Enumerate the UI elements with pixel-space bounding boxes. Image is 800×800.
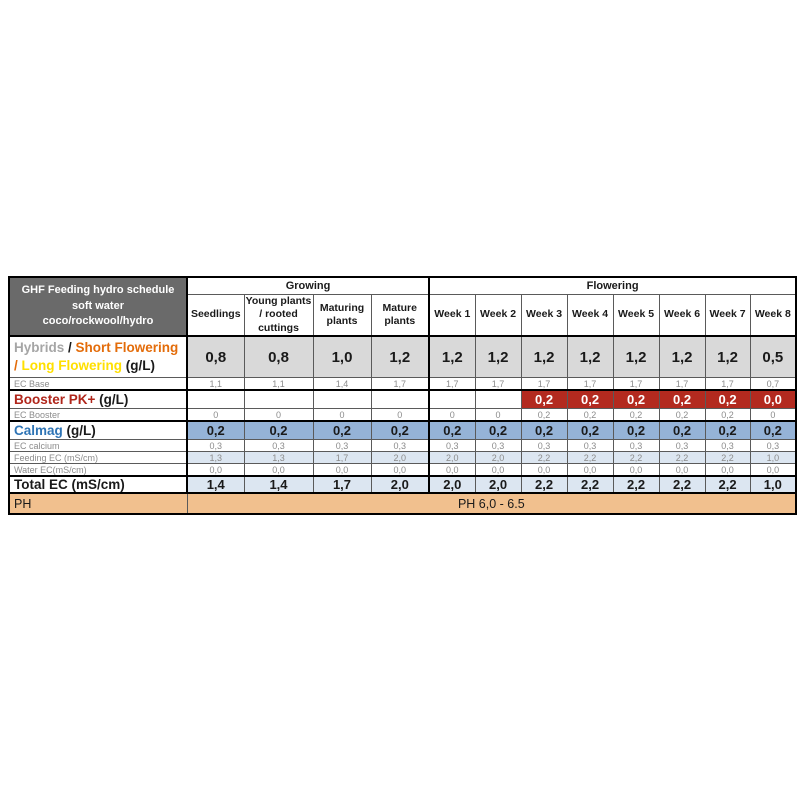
section-header-flowering: Flowering [429, 277, 796, 295]
cell-total-ec-week-3: 2,2 [521, 476, 567, 493]
cell-total-ec-young-plants: 1,4 [244, 476, 313, 493]
row-label-booster-pk [9, 390, 187, 409]
row-label-ec-booster: EC Booster [9, 409, 187, 422]
cell-base-feed-young-plants: 0,8 [244, 336, 313, 378]
row-label-total-ec: Total EC (mS/cm) [9, 476, 187, 493]
cell-water-ec-week-2: 0,0 [475, 464, 521, 477]
cell-ec-base-maturing-plants: 1,4 [313, 378, 371, 391]
row-total-ec [9, 476, 796, 493]
cell-feeding-ec-week-4: 2,2 [567, 452, 613, 464]
row-label-segment: (g/L) [66, 423, 96, 438]
column-header-week-6: Week 6 [659, 295, 705, 337]
cell-feeding-ec-week-1: 2,0 [429, 452, 475, 464]
cell-water-ec-week-7: 0,0 [705, 464, 750, 477]
cell-ec-calcium-mature-plants: 0,3 [371, 440, 429, 452]
cell-calmag-week-5: 0,2 [613, 421, 659, 440]
cell-calmag-young-plants: 0,2 [244, 421, 313, 440]
cell-base-feed-week-3: 1,2 [521, 336, 567, 378]
cell-feeding-ec-week-3: 2,2 [521, 452, 567, 464]
cell-ec-calcium-week-8: 0,3 [750, 440, 796, 452]
row-label-segment: (g/L) [125, 358, 156, 373]
row-feeding-ec [9, 452, 796, 464]
cell-base-feed-mature-plants: 1,2 [371, 336, 429, 378]
cell-ec-base-week-1: 1,7 [429, 378, 475, 391]
column-header-week-2: Week 2 [475, 295, 521, 337]
cell-calmag-week-4: 0,2 [567, 421, 613, 440]
cell-booster-pk-week-8: 0,0 [750, 390, 796, 409]
feed-schedule-page [8, 276, 797, 515]
cell-water-ec-mature-plants: 0,0 [371, 464, 429, 477]
cell-ec-booster-young-plants: 0 [244, 409, 313, 422]
cell-ec-base-week-8: 0,7 [750, 378, 796, 391]
cell-calmag-week-7: 0,2 [705, 421, 750, 440]
cell-ec-base-week-5: 1,7 [613, 378, 659, 391]
cell-base-feed-week-8: 0,5 [750, 336, 796, 378]
cell-water-ec-seedlings: 0,0 [187, 464, 244, 477]
column-header-young-plants: Young plants / rooted cuttings [244, 295, 313, 337]
cell-base-feed-week-1: 1,2 [429, 336, 475, 378]
cell-ec-calcium-maturing-plants: 0,3 [313, 440, 371, 452]
row-booster-pk [9, 390, 796, 409]
feeding-schedule-table [8, 276, 797, 515]
cell-base-feed-maturing-plants: 1,0 [313, 336, 371, 378]
cell-total-ec-week-2: 2,0 [475, 476, 521, 493]
schedule-title-line: GHF Feeding hydro schedule [21, 283, 175, 296]
cell-booster-pk-week-2 [475, 390, 521, 409]
cell-feeding-ec-week-5: 2,2 [613, 452, 659, 464]
cell-ec-booster-week-8: 0 [750, 409, 796, 422]
cell-total-ec-mature-plants: 2,0 [371, 476, 429, 493]
cell-total-ec-week-6: 2,2 [659, 476, 705, 493]
cell-ec-base-seedlings: 1,1 [187, 378, 244, 391]
cell-total-ec-week-5: 2,2 [613, 476, 659, 493]
cell-total-ec-week-8: 1,0 [750, 476, 796, 493]
cell-total-ec-week-1: 2,0 [429, 476, 475, 493]
row-label-ph: PH [9, 493, 187, 514]
column-header-maturing-plants: Maturing plants [313, 295, 371, 337]
column-header-week-3: Week 3 [521, 295, 567, 337]
cell-booster-pk-week-3: 0,2 [521, 390, 567, 409]
cell-ec-base-mature-plants: 1,7 [371, 378, 429, 391]
cell-booster-pk-week-7: 0,2 [705, 390, 750, 409]
cell-ec-booster-mature-plants: 0 [371, 409, 429, 422]
cell-feeding-ec-maturing-plants: 1,7 [313, 452, 371, 464]
row-water-ec [9, 464, 796, 477]
cell-booster-pk-seedlings [187, 390, 244, 409]
cell-ec-calcium-week-4: 0,3 [567, 440, 613, 452]
row-label-segment: Hybrids [14, 340, 69, 356]
row-label-calmag [9, 421, 187, 440]
row-label-base-feed [9, 336, 187, 378]
cell-base-feed-week-4: 1,2 [567, 336, 613, 378]
cell-water-ec-maturing-plants: 0,0 [313, 464, 371, 477]
cell-ec-booster-seedlings: 0 [187, 409, 244, 422]
cell-booster-pk-young-plants [244, 390, 313, 409]
cell-booster-pk-week-1 [429, 390, 475, 409]
cell-calmag-mature-plants: 0,2 [371, 421, 429, 440]
cell-water-ec-week-3: 0,0 [521, 464, 567, 477]
cell-booster-pk-week-4: 0,2 [567, 390, 613, 409]
cell-water-ec-week-5: 0,0 [613, 464, 659, 477]
cell-base-feed-seedlings: 0,8 [187, 336, 244, 378]
schedule-title-line: soft water [72, 299, 124, 312]
cell-ec-calcium-week-5: 0,3 [613, 440, 659, 452]
column-header-week-4: Week 4 [567, 295, 613, 337]
cell-water-ec-week-6: 0,0 [659, 464, 705, 477]
cell-ec-calcium-week-3: 0,3 [521, 440, 567, 452]
cell-booster-pk-mature-plants [371, 390, 429, 409]
column-header-week-7: Week 7 [705, 295, 750, 337]
cell-ec-base-week-6: 1,7 [659, 378, 705, 391]
column-header-week-1: Week 1 [429, 295, 475, 337]
cell-base-feed-week-5: 1,2 [613, 336, 659, 378]
row-label-water-ec: Water EC(mS/cm) [9, 464, 187, 477]
cell-water-ec-week-4: 0,0 [567, 464, 613, 477]
cell-base-feed-week-6: 1,2 [659, 336, 705, 378]
cell-ec-booster-week-5: 0,2 [613, 409, 659, 422]
cell-ec-base-week-4: 1,7 [567, 378, 613, 391]
cell-feeding-ec-young-plants: 1,3 [244, 452, 313, 464]
row-ec-base [9, 378, 796, 391]
cell-feeding-ec-week-8: 1,0 [750, 452, 796, 464]
cell-ec-base-week-2: 1,7 [475, 378, 521, 391]
row-base-feed [9, 336, 796, 378]
cell-ec-calcium-seedlings: 0,3 [187, 440, 244, 452]
row-label-segment: / [68, 340, 76, 356]
cell-calmag-week-6: 0,2 [659, 421, 705, 440]
cell-feeding-ec-week-2: 2,0 [475, 452, 521, 464]
cell-calmag-week-2: 0,2 [475, 421, 521, 440]
row-label-ec-calcium: EC calcium [9, 440, 187, 452]
row-ec-booster [9, 409, 796, 422]
cell-base-feed-week-2: 1,2 [475, 336, 521, 378]
cell-ec-base-week-7: 1,7 [705, 378, 750, 391]
cell-ec-calcium-week-2: 0,3 [475, 440, 521, 452]
cell-ec-booster-week-1: 0 [429, 409, 475, 422]
row-label-segment: Calmag [14, 423, 67, 438]
row-label-segment: Short Flowering / [14, 340, 179, 373]
cell-ec-booster-maturing-plants: 0 [313, 409, 371, 422]
cell-total-ec-maturing-plants: 1,7 [313, 476, 371, 493]
column-header-mature-plants: Mature plants [371, 295, 429, 337]
cell-calmag-maturing-plants: 0,2 [313, 421, 371, 440]
row-label-segment: Long Flowering [21, 358, 126, 373]
cell-feeding-ec-mature-plants: 2,0 [371, 452, 429, 464]
cell-ec-base-week-3: 1,7 [521, 378, 567, 391]
cell-booster-pk-maturing-plants [313, 390, 371, 409]
cell-ec-calcium-week-1: 0,3 [429, 440, 475, 452]
cell-ec-calcium-week-7: 0,3 [705, 440, 750, 452]
row-label-segment: Booster PK+ [14, 392, 100, 407]
header-section-row [9, 277, 796, 295]
cell-water-ec-young-plants: 0,0 [244, 464, 313, 477]
cell-ec-booster-week-6: 0,2 [659, 409, 705, 422]
row-label-ec-base: EC Base [9, 378, 187, 391]
column-header-week-8: Week 8 [750, 295, 796, 337]
column-header-week-5: Week 5 [613, 295, 659, 337]
cell-ec-base-young-plants: 1,1 [244, 378, 313, 391]
cell-feeding-ec-week-7: 2,2 [705, 452, 750, 464]
cell-calmag-week-1: 0,2 [429, 421, 475, 440]
cell-total-ec-seedlings: 1,4 [187, 476, 244, 493]
cell-booster-pk-week-5: 0,2 [613, 390, 659, 409]
row-label-segment: (g/L) [99, 392, 129, 407]
cell-calmag-week-3: 0,2 [521, 421, 567, 440]
row-label-feeding-ec: Feeding EC (mS/cm) [9, 452, 187, 464]
cell-feeding-ec-week-6: 2,2 [659, 452, 705, 464]
cell-calmag-week-8: 0,2 [750, 421, 796, 440]
cell-feeding-ec-seedlings: 1,3 [187, 452, 244, 464]
cell-calmag-seedlings: 0,2 [187, 421, 244, 440]
cell-ec-calcium-week-6: 0,3 [659, 440, 705, 452]
cell-base-feed-week-7: 1,2 [705, 336, 750, 378]
cell-total-ec-week-7: 2,2 [705, 476, 750, 493]
schedule-title-cell [9, 277, 187, 336]
cell-ec-booster-week-3: 0,2 [521, 409, 567, 422]
cell-total-ec-week-4: 2,2 [567, 476, 613, 493]
cell-ec-booster-week-4: 0,2 [567, 409, 613, 422]
row-calmag [9, 421, 796, 440]
schedule-title-line: coco/rockwool/hydro [42, 315, 154, 328]
cell-ph-range: PH 6,0 - 6.5 [187, 493, 796, 514]
row-ph [9, 493, 796, 514]
cell-water-ec-week-8: 0,0 [750, 464, 796, 477]
cell-ec-booster-week-7: 0,2 [705, 409, 750, 422]
column-header-seedlings: Seedlings [187, 295, 244, 337]
cell-booster-pk-week-6: 0,2 [659, 390, 705, 409]
section-header-growing: Growing [187, 277, 429, 295]
cell-ec-calcium-young-plants: 0,3 [244, 440, 313, 452]
row-ec-calcium [9, 440, 796, 452]
cell-water-ec-week-1: 0,0 [429, 464, 475, 477]
cell-ec-booster-week-2: 0 [475, 409, 521, 422]
